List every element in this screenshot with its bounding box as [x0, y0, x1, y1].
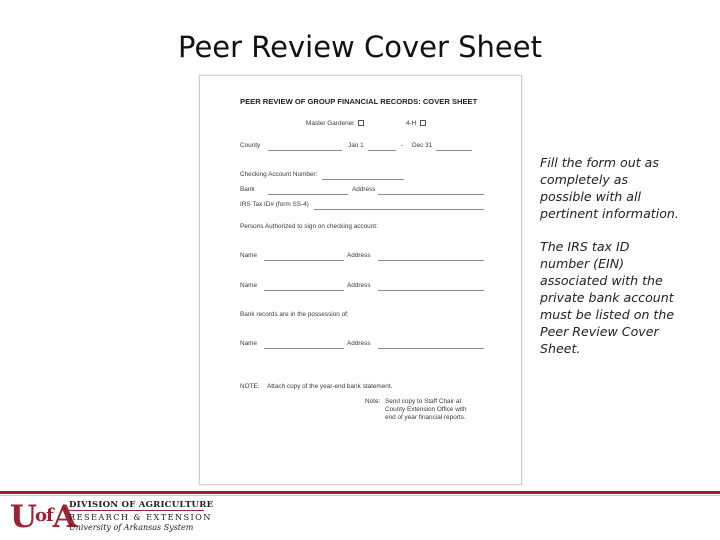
instruction-1-line: possible with all — [540, 189, 642, 204]
name-label-1: Name — [240, 252, 258, 259]
checking-account-line — [322, 179, 404, 180]
instruction-2-line: number (EIN) — [540, 256, 625, 271]
irs-tax-id-line — [314, 209, 484, 210]
logo-division-text: DIVISION OF AGRICULTURE — [69, 500, 214, 510]
persons-authorized-label: Persons Authorized to sign on checking account: — [240, 223, 378, 230]
master-gardener-label: Master Gardener — [306, 120, 355, 127]
instruction-paragraph-1 — [540, 154, 700, 222]
bank-records-label: Bank records are in the possession of: — [240, 311, 349, 318]
name-label-2: Name — [240, 282, 258, 289]
instruction-2-line: Sheet. — [540, 341, 581, 356]
master-gardener-checkbox — [358, 120, 364, 126]
bank-address-line — [378, 194, 484, 195]
checking-account-label: Checking Account Number: — [240, 171, 318, 178]
instruction-2-line: private bank account — [540, 290, 674, 305]
note2-label: Note: — [365, 398, 381, 405]
name-line-2 — [264, 290, 344, 291]
instruction-2-line: Peer Review Cover — [540, 324, 659, 339]
logo-system-text: University of Arkansas System — [69, 523, 194, 532]
county-line — [268, 150, 342, 151]
bank-line — [268, 194, 348, 195]
jan-label: Jan 1 — [348, 142, 364, 149]
address-label-3: Address — [347, 340, 371, 347]
county-label: County — [240, 142, 261, 149]
instruction-paragraph-2 — [540, 238, 700, 357]
footer-divider — [0, 495, 720, 496]
footer-accent-rule — [0, 491, 720, 494]
instruction-2-line: The IRS tax ID — [540, 239, 630, 254]
name-line-1 — [264, 260, 344, 261]
date-dash: - — [401, 142, 404, 149]
form-title: PEER REVIEW OF GROUP FINANCIAL RECORDS: COVER SHEET — [240, 97, 478, 106]
name-line-3 — [264, 348, 344, 349]
cover-sheet-form-image — [199, 75, 522, 485]
note2-line-2: County Extension Office with — [385, 406, 467, 413]
address-line-1 — [378, 260, 484, 261]
note-label: NOTE: — [240, 383, 260, 390]
uada-logo — [10, 498, 214, 536]
logo-underline — [69, 510, 204, 511]
dec-label: Dec 31 — [412, 142, 433, 149]
instruction-1-line: completely as — [540, 172, 629, 187]
logo-research-text: RESEARCH & EXTENSION — [69, 512, 212, 522]
instruction-1-line: pertinent information. — [540, 206, 679, 221]
name-label-3: Name — [240, 340, 258, 347]
bank-address-label: Address — [352, 186, 376, 193]
address-line-3 — [378, 348, 484, 349]
uofa-logo-mark: UofA — [10, 499, 75, 535]
note-text: Attach copy of the year-end bank statement. — [267, 383, 393, 390]
dec-line — [436, 150, 472, 151]
irs-tax-id-label: IRS Tax ID# (form SS-4) — [240, 201, 309, 208]
instruction-1-line: Fill the form out as — [540, 155, 659, 170]
jan-line — [368, 150, 396, 151]
address-label-1: Address — [347, 252, 371, 259]
four-h-checkbox — [420, 120, 426, 126]
instruction-2-line: associated with the — [540, 273, 663, 288]
note2-line-1: Send copy to Staff Chair at — [385, 398, 462, 405]
instruction-2-line: must be listed on the — [540, 307, 675, 322]
bank-label: Bank — [240, 186, 255, 193]
four-h-label: 4-H — [406, 120, 417, 127]
slide-title: Peer Review Cover Sheet — [178, 30, 542, 64]
address-label-2: Address — [347, 282, 371, 289]
note2-line-3: end of year financial reports. — [385, 414, 466, 421]
address-line-2 — [378, 290, 484, 291]
